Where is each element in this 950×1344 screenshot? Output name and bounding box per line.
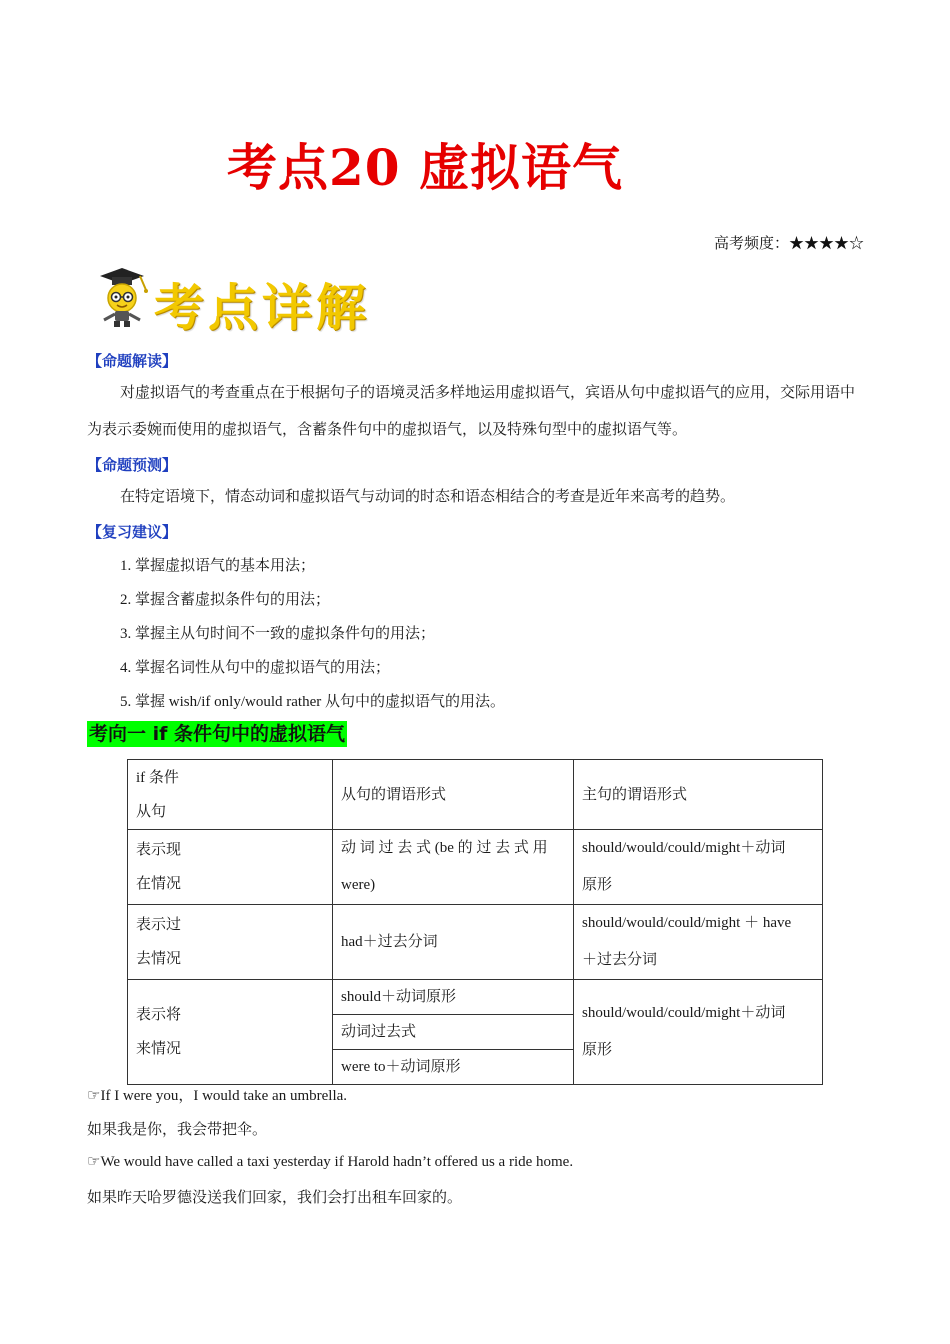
- table-row: [128, 980, 823, 1015]
- advice-item: 2. 掌握含蓄虚拟条件句的用法；: [120, 592, 331, 608]
- table-cell: 表示过 去情况: [128, 905, 333, 980]
- interpretation-text: 对虚拟语气的考查重点在于根据句子的语境灵活多样地运用虚拟语气，宾语从句中虚拟语气的应用，交际用语中为表示委婉而使用的虚拟语气，含蓄条件句中的虚拟语气，以及特殊句型中的虚拟语气等。: [87, 385, 856, 438]
- banner-title: 考点详解: [154, 279, 370, 337]
- table-cell: should/would/could/might＋动词 原形: [574, 830, 823, 905]
- table-cell: 动 词 过 去 式 (be 的 过 去 式 用 were): [333, 830, 574, 905]
- example-english: ☞If I were you，I would take an umbrella.: [87, 1088, 348, 1104]
- exam-frequency: 高考频度：★★★★☆: [713, 236, 864, 252]
- direction-heading: 考向一 if 条件句中的虚拟语气: [89, 723, 346, 745]
- table-cell: had＋过去分词: [333, 905, 574, 980]
- table-cell: 表示将 来情况: [128, 980, 333, 1085]
- example-chinese: 如果昨天哈罗德没送我们回家，我们会打出租车回家的。: [87, 1190, 463, 1206]
- advice-item: 4. 掌握名词性从句中的虚拟语气的用法；: [120, 660, 391, 676]
- conditional-table: [127, 759, 823, 1085]
- section-banner: [92, 264, 392, 337]
- table-header-cell: 从句的谓语形式: [333, 760, 574, 830]
- interpretation-label: 【命题解读】: [87, 354, 178, 370]
- table-header-cell: 主句的谓语形式: [574, 760, 823, 830]
- graduate-lightbulb-icon: [92, 264, 152, 334]
- advice-item: 1. 掌握虚拟语气的基本用法；: [120, 558, 316, 574]
- table-cell: 表示现 在情况: [128, 830, 333, 905]
- advice-item: 5. 掌握 wish/if only/would rather 从句中的虚拟语气的用法。: [120, 694, 505, 710]
- advice-item: 3. 掌握主从句时间不一致的虚拟条件句的用法；: [120, 626, 436, 642]
- table-cell: if 条件 从句: [128, 760, 333, 830]
- table-row: [128, 830, 823, 905]
- prediction-text: 在特定语境下，情态动词和虚拟语气与动词的时态和语态相结合的考查是近年来高考的趋势。: [120, 489, 736, 505]
- page-title: 考点20 虚拟语气: [227, 138, 623, 197]
- example-chinese: 如果我是你，我会带把伞。: [87, 1122, 268, 1138]
- table-cell: 动词过去式: [333, 1015, 574, 1050]
- table-row: [128, 760, 823, 830]
- table-row: [128, 905, 823, 980]
- example-english: ☞We would have called a taxi yesterday if Harold hadn’t offered us a ride home.: [87, 1154, 574, 1170]
- table-cell: should＋动词原形: [333, 980, 574, 1015]
- table-cell: were to＋动词原形: [333, 1050, 574, 1085]
- table-cell: should/would/could/might ＋ have ＋过去分词: [574, 905, 823, 980]
- advice-label: 【复习建议】: [87, 525, 178, 541]
- table-cell: should/would/could/might＋动词 原形: [574, 980, 823, 1085]
- prediction-label: 【命题预测】: [87, 458, 178, 474]
